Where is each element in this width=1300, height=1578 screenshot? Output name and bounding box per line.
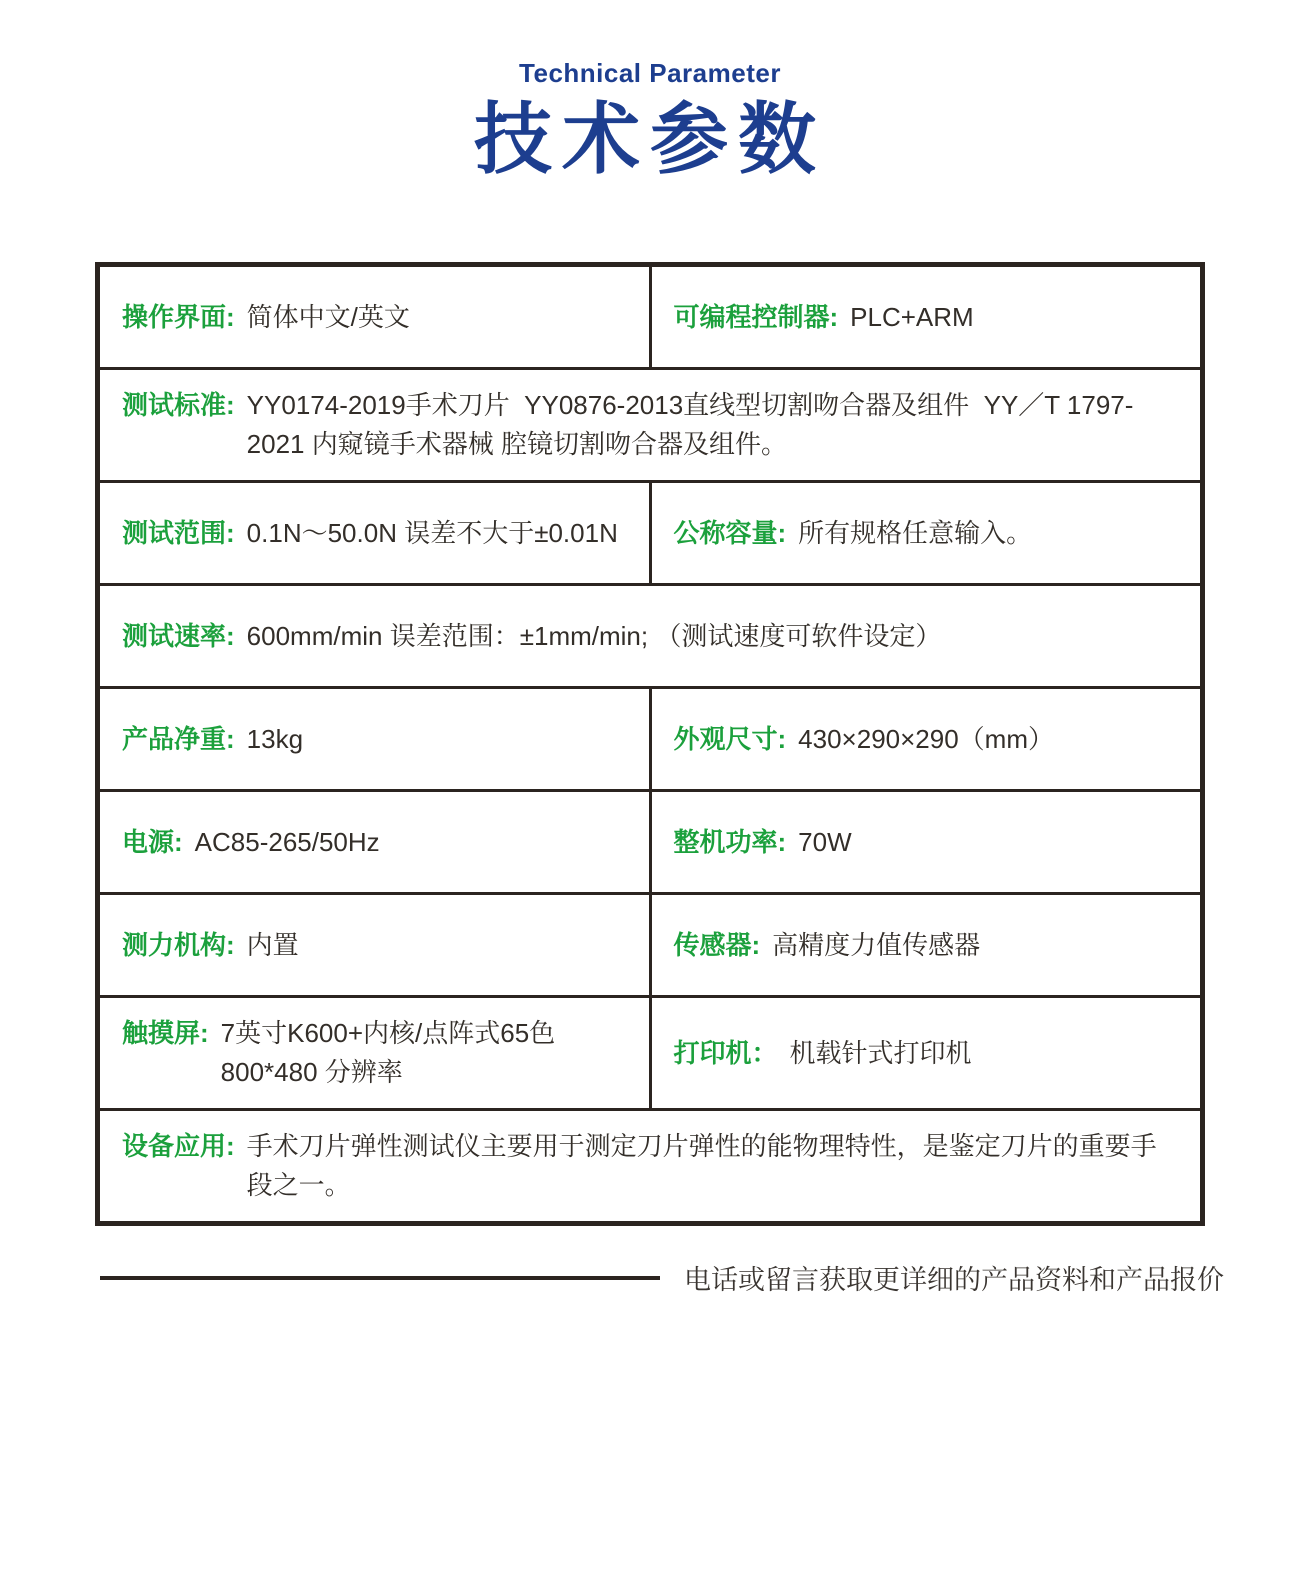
cell-test-range [100, 483, 649, 583]
spec-label: 电源: [122, 826, 183, 857]
spec-label: 测试速率: [122, 620, 235, 651]
spec-value: 内置 [246, 929, 299, 960]
spec-label: 测力机构: [122, 929, 235, 960]
spec-label: 外观尺寸: [673, 723, 787, 754]
spec-label: 操作界面: [122, 301, 235, 332]
spec-value: 13kg [246, 723, 304, 754]
spec-label: 传感器: [673, 929, 761, 960]
spec-value: 高精度力值传感器 [772, 929, 981, 960]
cell-touchscreen [100, 998, 649, 1108]
cell-force-mechanism [100, 895, 649, 995]
cell-programmable-controller [649, 267, 1201, 367]
spec-label: 整机功率: [673, 826, 787, 857]
table-row-power-supply [100, 792, 1200, 895]
subtitle-english: Technical Parameter [519, 58, 781, 88]
table-row-test-speed [100, 586, 1200, 689]
spec-value: YY0174-2019手术刀片 YY0876-2013直线型切割吻合器及组件 YY／T 1797-2021 内窥镜手术器械 腔镜切割吻合器及组件。 [246, 390, 1134, 459]
cell-printer [649, 998, 1201, 1108]
spec-value: 70W [798, 826, 852, 857]
footer [100, 1258, 1224, 1297]
cell-test-speed [100, 586, 1200, 686]
cell-sensor [649, 895, 1201, 995]
spec-value: 简体中文/英文 [246, 301, 410, 332]
cell-nominal-capacity [649, 483, 1201, 583]
divider-line [100, 1276, 660, 1280]
table-row-touchscreen-printer [100, 998, 1200, 1111]
spec-table [95, 262, 1205, 1226]
table-row-interface-controller [100, 267, 1200, 370]
spec-label: 测试范围: [122, 517, 235, 548]
spec-value: 600mm/min 误差范围：±1mm/min; （测试速度可软件设定） [246, 620, 942, 651]
cell-test-standard [100, 370, 1200, 480]
table-row-application [100, 1111, 1200, 1221]
spec-label: 产品净重: [122, 723, 235, 754]
spec-label: 测试标准: [122, 390, 235, 420]
page-header [0, 0, 1300, 181]
spec-label: 触摸屏: [122, 1018, 209, 1048]
spec-label: 公称容量: [673, 517, 787, 548]
cell-net-weight [100, 689, 649, 789]
cell-power-source [100, 792, 649, 892]
spec-value: 所有规格任意输入。 [798, 517, 1033, 548]
spec-value: 机载针式打印机 [789, 1037, 972, 1068]
spec-value: 430×290×290（mm） [798, 723, 1054, 754]
cell-application [100, 1111, 1200, 1221]
table-row-weight-dimensions [100, 689, 1200, 792]
table-row-test-standard [100, 370, 1200, 483]
spec-value: 0.1N～50.0N 误差不大于±0.01N [246, 517, 618, 548]
table-row-mechanism-sensor [100, 895, 1200, 998]
cell-dimensions [649, 689, 1201, 789]
cell-operation-interface [100, 267, 649, 367]
spec-label: 可编程控制器: [673, 301, 839, 332]
page-title: 技术参数 [473, 95, 826, 183]
spec-value: 7英寸K600+内核/点阵式65色800*480 分辨率 [220, 1018, 556, 1087]
spec-value: PLC+ARM [850, 301, 974, 332]
spec-label: 设备应用: [122, 1131, 235, 1161]
spec-value: AC85-265/50Hz [194, 826, 380, 857]
cell-total-power [649, 792, 1201, 892]
table-row-range-capacity [100, 483, 1200, 586]
spec-value: 手术刀片弹性测试仪主要用于测定刀片弹性的能物理特性，是鉴定刀片的重要手段之一。 [246, 1131, 1157, 1200]
spec-label: 打印机： [673, 1037, 778, 1068]
footer-cta-text: 电话或留言获取更详细的产品资料和产品报价 [684, 1265, 1224, 1295]
